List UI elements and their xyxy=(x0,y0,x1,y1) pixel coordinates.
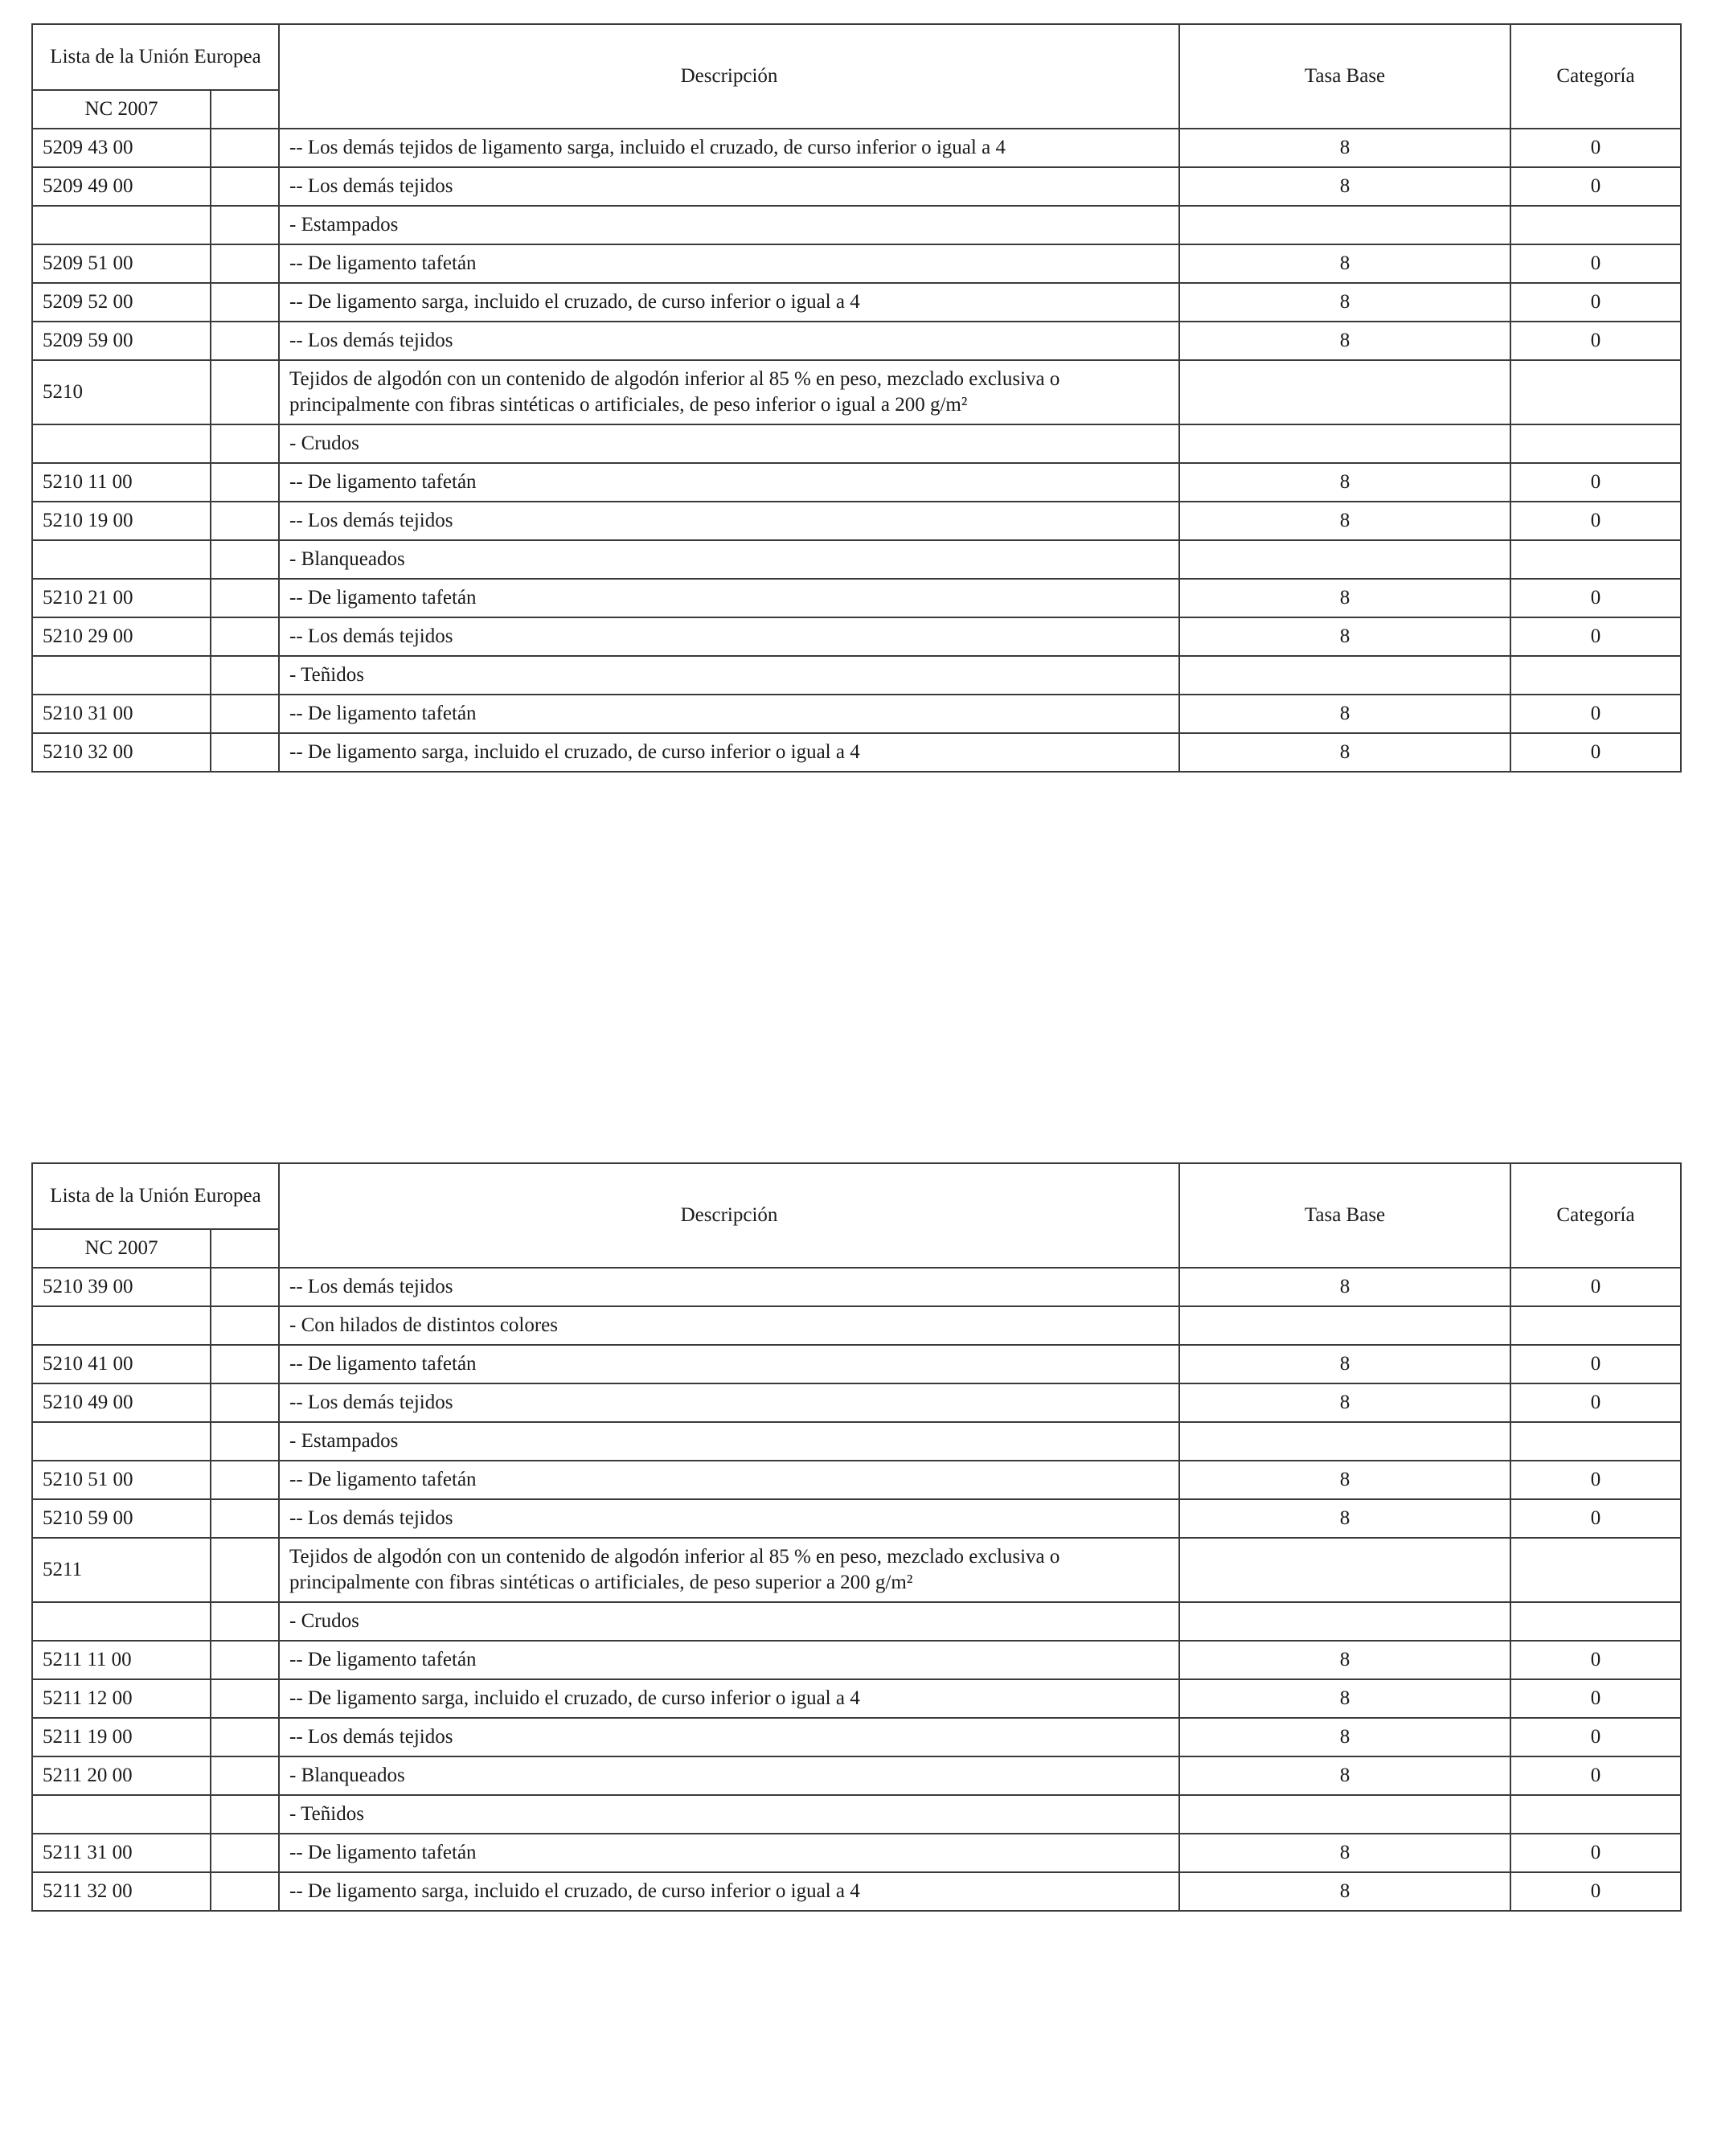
category-cell xyxy=(1510,1602,1681,1641)
table-header xyxy=(32,1163,1681,1268)
description-cell: -- Los demás tejidos xyxy=(279,1718,1179,1756)
header-base-rate: Tasa Base xyxy=(1179,1163,1510,1268)
base-rate-cell xyxy=(1179,1422,1510,1461)
table-row xyxy=(32,1641,1681,1679)
table-row xyxy=(32,1268,1681,1306)
category-cell: 0 xyxy=(1510,463,1681,502)
category-cell xyxy=(1510,1306,1681,1345)
code-cell: 5210 32 00 xyxy=(32,733,211,772)
code-cell: 5209 51 00 xyxy=(32,244,211,283)
sub-code-cell xyxy=(211,1872,279,1911)
sub-code-cell xyxy=(211,360,279,424)
sub-code-cell xyxy=(211,1834,279,1872)
table-row xyxy=(32,1756,1681,1795)
description-cell: - Estampados xyxy=(279,206,1179,244)
description-cell: -- De ligamento tafetán xyxy=(279,1834,1179,1872)
table-row xyxy=(32,283,1681,322)
table-header xyxy=(32,24,1681,129)
description-cell: -- De ligamento sarga, incluido el cruzado, de curso inferior o igual a 4 xyxy=(279,733,1179,772)
code-cell xyxy=(32,206,211,244)
category-cell: 0 xyxy=(1510,244,1681,283)
description-cell: - Teñidos xyxy=(279,1795,1179,1834)
category-cell: 0 xyxy=(1510,617,1681,656)
base-rate-cell xyxy=(1179,1538,1510,1602)
base-rate-cell xyxy=(1179,656,1510,695)
category-cell xyxy=(1510,424,1681,463)
base-rate-cell: 8 xyxy=(1179,463,1510,502)
sub-code-cell xyxy=(211,617,279,656)
category-cell xyxy=(1510,1422,1681,1461)
category-cell: 0 xyxy=(1510,322,1681,360)
base-rate-cell: 8 xyxy=(1179,129,1510,167)
category-cell: 0 xyxy=(1510,1756,1681,1795)
code-cell: 5210 31 00 xyxy=(32,695,211,733)
description-cell: - Crudos xyxy=(279,1602,1179,1641)
header-nc-label: NC 2007 xyxy=(32,90,211,129)
description-cell: -- Los demás tejidos de ligamento sarga, incluido el cruzado, de curso inferior o igual a 4 xyxy=(279,129,1179,167)
base-rate-cell: 8 xyxy=(1179,1383,1510,1422)
code-cell: 5211 19 00 xyxy=(32,1718,211,1756)
code-cell xyxy=(32,1795,211,1834)
base-rate-cell: 8 xyxy=(1179,1345,1510,1383)
description-cell: - Blanqueados xyxy=(279,540,1179,579)
table-row xyxy=(32,360,1681,424)
code-cell: 5211 20 00 xyxy=(32,1756,211,1795)
sub-code-cell xyxy=(211,283,279,322)
category-cell: 0 xyxy=(1510,1499,1681,1538)
category-cell: 0 xyxy=(1510,579,1681,617)
sub-code-cell xyxy=(211,540,279,579)
code-cell xyxy=(32,1422,211,1461)
code-cell: 5211 12 00 xyxy=(32,1679,211,1718)
description-cell: -- De ligamento tafetán xyxy=(279,244,1179,283)
code-cell xyxy=(32,540,211,579)
code-cell: 5209 43 00 xyxy=(32,129,211,167)
code-cell: 5210 21 00 xyxy=(32,579,211,617)
table-row xyxy=(32,733,1681,772)
table-row xyxy=(32,424,1681,463)
code-cell: 5210 49 00 xyxy=(32,1383,211,1422)
table-row xyxy=(32,463,1681,502)
table-row xyxy=(32,1345,1681,1383)
sub-code-cell xyxy=(211,129,279,167)
description-cell: -- De ligamento tafetán xyxy=(279,1641,1179,1679)
sub-code-cell xyxy=(211,1718,279,1756)
sub-code-cell xyxy=(211,1641,279,1679)
category-cell: 0 xyxy=(1510,1641,1681,1679)
sub-code-cell xyxy=(211,1383,279,1422)
code-cell: 5211 31 00 xyxy=(32,1834,211,1872)
sub-code-cell xyxy=(211,1422,279,1461)
description-cell: -- De ligamento tafetán xyxy=(279,579,1179,617)
description-cell: -- Los demás tejidos xyxy=(279,322,1179,360)
description-cell: Tejidos de algodón con un contenido de algodón inferior al 85 % en peso, mezclado exclusiva o principalmente con fibras sintéticas o artificiales, de peso inferior o igual a 200 g/m² xyxy=(279,360,1179,424)
category-cell: 0 xyxy=(1510,1461,1681,1499)
tariff-table-1 xyxy=(31,23,1682,773)
description-cell: -- Los demás tejidos xyxy=(279,1383,1179,1422)
table-row xyxy=(32,1383,1681,1422)
base-rate-cell: 8 xyxy=(1179,502,1510,540)
table-row xyxy=(32,502,1681,540)
description-cell: Tejidos de algodón con un contenido de algodón inferior al 85 % en peso, mezclado exclusiva o principalmente con fibras sintéticas o artificiales, de peso superior a 200 g/m² xyxy=(279,1538,1179,1602)
description-cell: -- De ligamento tafetán xyxy=(279,463,1179,502)
base-rate-cell: 8 xyxy=(1179,579,1510,617)
description-cell: - Con hilados de distintos colores xyxy=(279,1306,1179,1345)
table-row xyxy=(32,656,1681,695)
description-cell: -- De ligamento tafetán xyxy=(279,695,1179,733)
table-row xyxy=(32,1461,1681,1499)
base-rate-cell: 8 xyxy=(1179,1872,1510,1911)
code-cell: 5209 49 00 xyxy=(32,167,211,206)
table-row xyxy=(32,1538,1681,1602)
header-category: Categoría xyxy=(1510,24,1681,129)
base-rate-cell: 8 xyxy=(1179,1834,1510,1872)
base-rate-cell: 8 xyxy=(1179,322,1510,360)
base-rate-cell xyxy=(1179,424,1510,463)
header-list-label: Lista de la Unión Europea xyxy=(32,1163,279,1229)
category-cell xyxy=(1510,206,1681,244)
category-cell xyxy=(1510,360,1681,424)
base-rate-cell: 8 xyxy=(1179,244,1510,283)
header-nc-blank xyxy=(211,90,279,129)
base-rate-cell: 8 xyxy=(1179,1268,1510,1306)
sub-code-cell xyxy=(211,424,279,463)
table-row xyxy=(32,695,1681,733)
table-row xyxy=(32,129,1681,167)
description-cell: - Crudos xyxy=(279,424,1179,463)
category-cell xyxy=(1510,1538,1681,1602)
code-cell: 5210 59 00 xyxy=(32,1499,211,1538)
table-body xyxy=(32,129,1681,772)
sub-code-cell xyxy=(211,579,279,617)
category-cell: 0 xyxy=(1510,1679,1681,1718)
category-cell: 0 xyxy=(1510,502,1681,540)
description-cell: -- De ligamento sarga, incluido el cruzado, de curso inferior o igual a 4 xyxy=(279,1679,1179,1718)
code-cell: 5210 51 00 xyxy=(32,1461,211,1499)
code-cell: 5210 19 00 xyxy=(32,502,211,540)
code-cell xyxy=(32,1602,211,1641)
sub-code-cell xyxy=(211,167,279,206)
header-description: Descripción xyxy=(279,24,1179,129)
description-cell: -- De ligamento tafetán xyxy=(279,1461,1179,1499)
category-cell: 0 xyxy=(1510,1718,1681,1756)
sub-code-cell xyxy=(211,1679,279,1718)
table-body xyxy=(32,1268,1681,1911)
table-row xyxy=(32,1834,1681,1872)
table-row xyxy=(32,540,1681,579)
base-rate-cell: 8 xyxy=(1179,1756,1510,1795)
code-cell: 5211 xyxy=(32,1538,211,1602)
base-rate-cell xyxy=(1179,206,1510,244)
table-row xyxy=(32,1795,1681,1834)
base-rate-cell: 8 xyxy=(1179,167,1510,206)
header-base-rate: Tasa Base xyxy=(1179,24,1510,129)
table-row xyxy=(32,206,1681,244)
code-cell xyxy=(32,1306,211,1345)
base-rate-cell: 8 xyxy=(1179,1641,1510,1679)
table-row xyxy=(32,579,1681,617)
description-cell: -- Los demás tejidos xyxy=(279,167,1179,206)
base-rate-cell: 8 xyxy=(1179,1461,1510,1499)
sub-code-cell xyxy=(211,1345,279,1383)
category-cell: 0 xyxy=(1510,1345,1681,1383)
sub-code-cell xyxy=(211,1306,279,1345)
sub-code-cell xyxy=(211,1602,279,1641)
header-list-label: Lista de la Unión Europea xyxy=(32,24,279,90)
base-rate-cell xyxy=(1179,1602,1510,1641)
code-cell: 5211 11 00 xyxy=(32,1641,211,1679)
base-rate-cell: 8 xyxy=(1179,1499,1510,1538)
description-cell: -- Los demás tejidos xyxy=(279,1268,1179,1306)
sub-code-cell xyxy=(211,463,279,502)
sub-code-cell xyxy=(211,1499,279,1538)
description-cell: - Blanqueados xyxy=(279,1756,1179,1795)
code-cell: 5211 32 00 xyxy=(32,1872,211,1911)
category-cell: 0 xyxy=(1510,1872,1681,1911)
sub-code-cell xyxy=(211,1268,279,1306)
code-cell xyxy=(32,656,211,695)
table-row xyxy=(32,322,1681,360)
category-cell: 0 xyxy=(1510,167,1681,206)
sub-code-cell xyxy=(211,1461,279,1499)
sub-code-cell xyxy=(211,733,279,772)
sub-code-cell xyxy=(211,1756,279,1795)
description-cell: -- Los demás tejidos xyxy=(279,502,1179,540)
table-row xyxy=(32,1422,1681,1461)
sub-code-cell xyxy=(211,502,279,540)
category-cell: 0 xyxy=(1510,129,1681,167)
description-cell: - Estampados xyxy=(279,1422,1179,1461)
header-category: Categoría xyxy=(1510,1163,1681,1268)
code-cell: 5210 xyxy=(32,360,211,424)
base-rate-cell: 8 xyxy=(1179,1718,1510,1756)
category-cell: 0 xyxy=(1510,695,1681,733)
code-cell: 5210 11 00 xyxy=(32,463,211,502)
category-cell: 0 xyxy=(1510,733,1681,772)
description-cell: -- De ligamento tafetán xyxy=(279,1345,1179,1383)
sub-code-cell xyxy=(211,206,279,244)
category-cell: 0 xyxy=(1510,1383,1681,1422)
tariff-table-2 xyxy=(31,1162,1682,1912)
description-cell: -- De ligamento sarga, incluido el cruzado, de curso inferior o igual a 4 xyxy=(279,283,1179,322)
base-rate-cell: 8 xyxy=(1179,1679,1510,1718)
code-cell: 5210 29 00 xyxy=(32,617,211,656)
description-cell: -- De ligamento sarga, incluido el cruzado, de curso inferior o igual a 4 xyxy=(279,1872,1179,1911)
sub-code-cell xyxy=(211,1795,279,1834)
category-cell: 0 xyxy=(1510,1834,1681,1872)
category-cell: 0 xyxy=(1510,283,1681,322)
header-nc-blank xyxy=(211,1229,279,1268)
base-rate-cell: 8 xyxy=(1179,283,1510,322)
sub-code-cell xyxy=(211,244,279,283)
code-cell: 5209 52 00 xyxy=(32,283,211,322)
base-rate-cell xyxy=(1179,1306,1510,1345)
header-description: Descripción xyxy=(279,1163,1179,1268)
table-row xyxy=(32,1679,1681,1718)
table-row xyxy=(32,1872,1681,1911)
table-row xyxy=(32,167,1681,206)
sub-code-cell xyxy=(211,1538,279,1602)
table-row xyxy=(32,1306,1681,1345)
category-cell xyxy=(1510,1795,1681,1834)
code-cell: 5210 39 00 xyxy=(32,1268,211,1306)
code-cell: 5210 41 00 xyxy=(32,1345,211,1383)
sub-code-cell xyxy=(211,695,279,733)
table-row xyxy=(32,1499,1681,1538)
base-rate-cell: 8 xyxy=(1179,733,1510,772)
base-rate-cell xyxy=(1179,540,1510,579)
sub-code-cell xyxy=(211,656,279,695)
code-cell: 5209 59 00 xyxy=(32,322,211,360)
header-nc-label: NC 2007 xyxy=(32,1229,211,1268)
category-cell xyxy=(1510,656,1681,695)
base-rate-cell: 8 xyxy=(1179,695,1510,733)
base-rate-cell: 8 xyxy=(1179,617,1510,656)
category-cell: 0 xyxy=(1510,1268,1681,1306)
table-row xyxy=(32,1602,1681,1641)
base-rate-cell xyxy=(1179,360,1510,424)
category-cell xyxy=(1510,540,1681,579)
sub-code-cell xyxy=(211,322,279,360)
table-row xyxy=(32,1718,1681,1756)
code-cell xyxy=(32,424,211,463)
description-cell: -- Los demás tejidos xyxy=(279,617,1179,656)
description-cell: -- Los demás tejidos xyxy=(279,1499,1179,1538)
table-row xyxy=(32,244,1681,283)
table-row xyxy=(32,617,1681,656)
base-rate-cell xyxy=(1179,1795,1510,1834)
description-cell: - Teñidos xyxy=(279,656,1179,695)
